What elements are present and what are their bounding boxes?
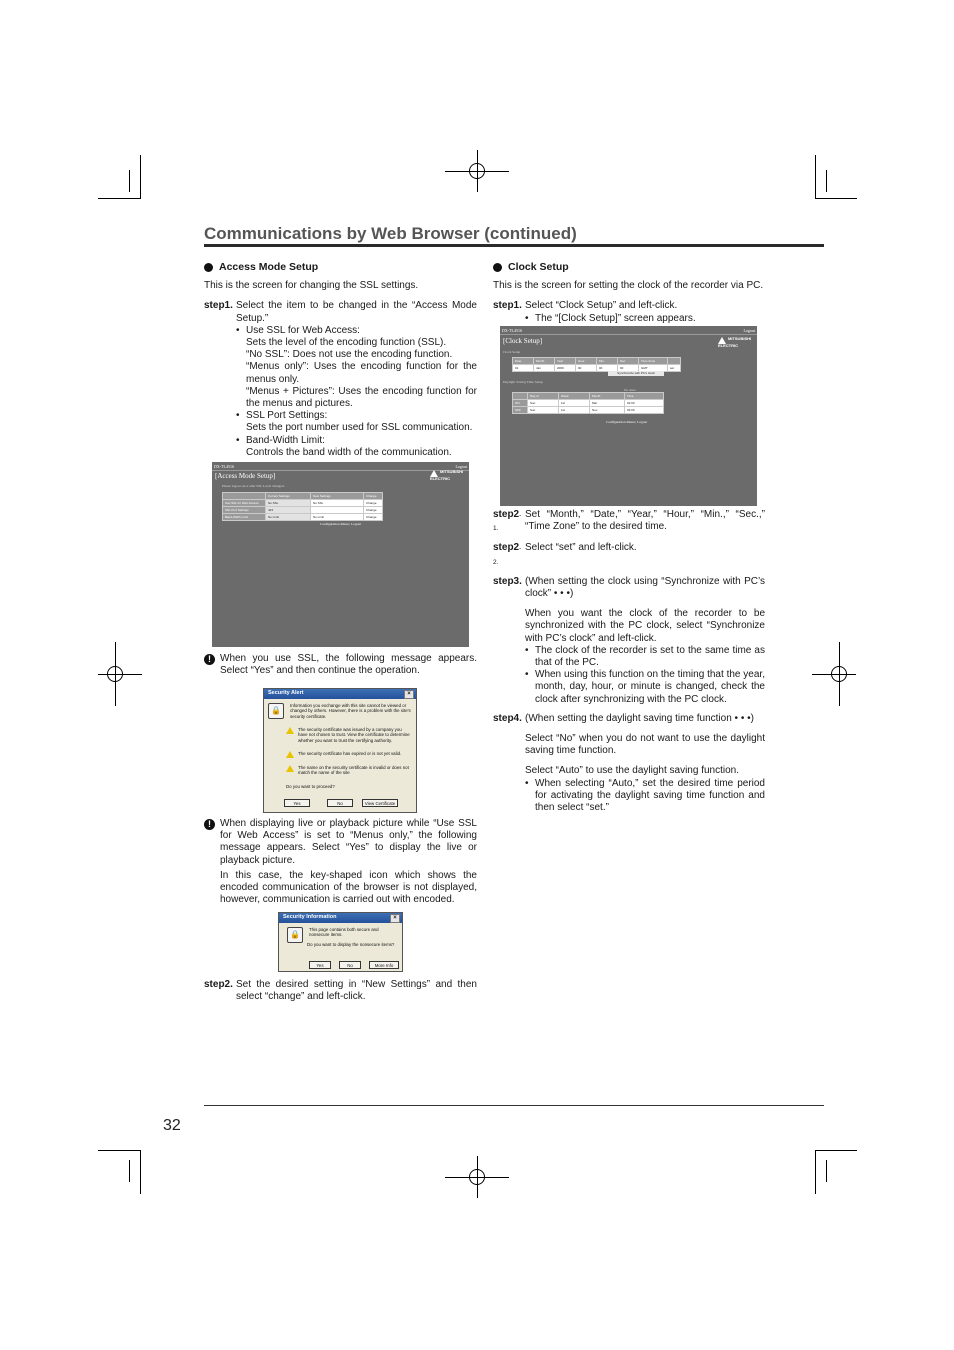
model-label: DX-TL4516 — [502, 328, 522, 333]
warning-icon: ! — [204, 819, 215, 830]
no-button[interactable]: No — [327, 799, 353, 807]
step-para: Select “No” when you do not want to use the daylight saving time function. — [525, 733, 765, 757]
year-select[interactable]: 2009 — [555, 365, 576, 372]
clock-step-1 — [493, 300, 765, 324]
step-para: Select “Auto” to use the daylight saving function. — [525, 765, 740, 777]
dst-month-select[interactable]: Nov — [590, 407, 625, 414]
list-item: • The “[Clock Setup]” screen appears. — [525, 313, 765, 325]
security-information-dialog: Security Information × 🔒 This page contains both secure and nonsecure items. Do you want to display the nonsecure items? Yes No More Info — [278, 912, 403, 972]
change-button[interactable]: Change — [364, 500, 383, 507]
clock-setup-screenshot — [500, 326, 757, 506]
table-row: OFF Sun 1st Nov 02:00 — [513, 407, 664, 414]
divider — [500, 334, 757, 335]
change-button[interactable]: Change — [364, 514, 383, 521]
step-text: Select “set” and left-click. — [525, 542, 637, 554]
dialog-titlebar: Security Information × — [279, 913, 402, 923]
table-row: ON Sun 1st Mar 02:00 — [513, 400, 664, 407]
clock-step-4 — [493, 713, 765, 814]
bandwidth-select[interactable]: No Limit — [311, 514, 364, 521]
access-step-1-list — [236, 325, 477, 459]
step-label: step3. — [493, 575, 522, 587]
security-alert-dialog: Security Alert × 🔒 Information you exchange with this site cannot be viewed or changed by others. However, there is a problem with the site's security certificate. The security certificate was issued by a company you have not chosen to trust. View the certificate to determine whether you want to trust the certifying authority. The security certificate has expired or is not yet valid. The name on the security certificate is invalid or does not match the name of the site Do you want to proceed? Yes No View Certificate — [263, 688, 417, 813]
mitsubishi-logo: MITSUBISHI ELECTRIC — [430, 469, 464, 481]
screen-title: [Access Mode Setup] — [215, 472, 276, 480]
logout-link[interactable]: Logout — [743, 328, 755, 333]
access-mode-screenshot — [212, 462, 469, 647]
access-mode-heading: Access Mode Setup — [204, 261, 477, 273]
list-item: • The clock of the recorder is set to the same time as that of the PC. — [525, 645, 765, 669]
dst-day-select[interactable]: Sun — [528, 407, 559, 414]
yes-button[interactable]: Yes — [284, 799, 310, 807]
dst-day-select[interactable]: Sun — [528, 400, 559, 407]
page-title: Communications by Web Browser (continued) — [204, 224, 577, 243]
step-label: step4. — [493, 712, 522, 724]
step-text: Set the desired setting in “New Settings” and then select “change” and left-click. — [236, 979, 477, 1003]
list-item: • SSL Port Settings: Sets the port number used for SSL communication. — [236, 410, 477, 434]
warning-icon — [286, 765, 294, 772]
warning-icon — [286, 751, 294, 758]
close-icon[interactable]: × — [404, 690, 414, 699]
step-para: When you want the clock of the recorder to be synchronized with the PC clock, select “Synchronize with PC’s clock” and left-click. — [525, 608, 765, 644]
header-rule — [204, 244, 824, 247]
step-label: step2. — [204, 979, 233, 990]
step-text: Select the item to be changed in the “Access Mode Setup.” — [236, 300, 477, 324]
clock-table — [512, 357, 681, 372]
list-item: • When selecting “Auto,” set the desired time period for activating the daylight saving time function and then select “set.” — [525, 778, 765, 815]
clock-steps — [493, 509, 765, 818]
date-select[interactable]: 01 — [513, 365, 534, 372]
page-number: 32 — [163, 1117, 181, 1134]
dst-week-select[interactable]: 1st — [559, 407, 590, 414]
sec-select[interactable]: 00 — [618, 365, 639, 372]
screen-subtitle: Please logout once after SSL Level changed. — [222, 484, 285, 488]
step-text: Set “Month,” “Date,” “Year,” “Hour,” “Min.,” “Sec.,” “Time Zone” to the desired time. — [525, 509, 765, 533]
timezone-select[interactable]: GMT — [639, 365, 668, 372]
dst-label: Daylight Saving Time Setup — [503, 380, 543, 384]
ssl-select[interactable]: No SSL — [311, 500, 364, 507]
clock-setup-intro: This is the screen for setting the clock of the recorder via PC. — [493, 280, 764, 292]
list-item: • Use SSL for Web Access: Sets the level of the encoding function (SSL). “No SSL”: Does not use the encoding function. “Menus only”: Uses the encoding function for the menus only. “Menus + Pictures”: Uses the encoding function for the menus and pictures. — [236, 325, 477, 410]
step-text: (When setting the daylight saving time function • • •) — [525, 712, 754, 724]
note-2: ! When displaying live or playback picture while “Use SSL for Web Access” is set to “Menus only,” the following message appears. Select “Yes” to display the live or playback picture. In this case, the key-shaped icon which shows the encoded communication of the browser is not displayed, however, communication is carried out with encoded. — [204, 812, 477, 906]
clock-step-2-2: step2-2. Select “set” and left-click. — [493, 542, 765, 568]
right-column — [493, 261, 765, 329]
screen-title: [Clock Setup] — [503, 337, 543, 345]
list-item: • When using this function on the timing that the year, month, day, hour, or minute is changed, check the clock after synchronizing with the PC clock. — [525, 669, 765, 706]
access-settings-table — [222, 492, 383, 521]
bullet-icon — [493, 263, 502, 272]
step-label: step1. — [493, 300, 522, 312]
dst-week-select[interactable]: 1st — [559, 400, 590, 407]
sync-button[interactable]: Synchronize with PC's clock — [608, 371, 664, 376]
yes-button[interactable]: Yes — [309, 961, 331, 969]
month-select[interactable]: Jan — [534, 365, 555, 372]
dst-month-select[interactable]: Mar — [590, 400, 625, 407]
step-text: Select “Clock Setup” and left-click. — [525, 300, 678, 312]
close-icon[interactable]: × — [390, 914, 400, 923]
bullet-icon — [204, 263, 213, 272]
dialog-titlebar: Security Alert × — [264, 689, 416, 699]
note-1: ! When you use SSL, the following message appears. Select “Yes” and then continue the operation. — [204, 647, 477, 677]
list-item: • Band-Width Limit: Controls the band width of the communication. — [236, 435, 477, 459]
clock-label: Clock Setup — [503, 350, 521, 354]
clock-step-2-1: step2-1. Set “Month,” “Date,” “Year,” “Hour,” “Min.,” “Sec.,” “Time Zone” to the desired time. — [493, 509, 765, 535]
step-text: (When setting the clock using “Synchronize with PC’s clock” • • •) — [525, 575, 765, 600]
port-input[interactable] — [311, 507, 364, 514]
access-mode-intro: This is the screen for changing the SSL settings. — [204, 280, 419, 292]
dst-mode-radio[interactable]: No Auto — [624, 388, 636, 392]
mitsubishi-logo: MITSUBISHI ELECTRIC — [718, 336, 752, 348]
table-row: SSL Port Settings 443 Change — [223, 507, 383, 514]
table-header-row: Current Settings New Settings Change — [223, 493, 383, 500]
access-step-2 — [204, 979, 477, 1007]
table-header-row: Date Month Year Hour Min. Sec. Time Zone — [513, 358, 681, 365]
table-header-row: Day of Week Month Time — [513, 393, 664, 400]
view-certificate-button[interactable]: View Certificate — [362, 799, 398, 807]
left-column — [204, 261, 477, 463]
config-menu-links[interactable]: Configuration Menu | Logout — [606, 420, 648, 424]
dst-time-select[interactable]: 02:00 — [625, 400, 664, 407]
no-button[interactable]: No — [339, 961, 361, 969]
clock-setup-heading: Clock Setup — [493, 261, 765, 273]
table-row: Use SSL for Web Access No SSL No SSL Change — [223, 500, 383, 507]
config-menu-links[interactable]: Configuration Menu | Logout — [320, 522, 362, 526]
table-row: Band-Width Limit No Limit No Limit Change — [223, 514, 383, 521]
step-label: step1. — [204, 300, 233, 312]
more-info-button[interactable]: More Info — [369, 961, 399, 969]
min-select[interactable]: 00 — [597, 365, 618, 372]
model-label: DX-TL4516 — [214, 464, 234, 469]
hour-select[interactable]: 00 — [576, 365, 597, 372]
footer-rule — [204, 1105, 824, 1106]
lock-icon: 🔒 — [268, 703, 284, 719]
clock-step-3 — [493, 576, 765, 706]
set-button[interactable]: set — [668, 365, 681, 372]
warning-icon: ! — [204, 654, 215, 665]
warning-icon — [286, 727, 294, 734]
lock-icon: 🔒 — [287, 927, 303, 943]
logout-link[interactable]: Logout — [455, 464, 467, 469]
change-button[interactable]: Change — [364, 507, 383, 514]
step-label: step2 — [493, 542, 520, 554]
dst-table — [512, 392, 664, 414]
step-label: step2 — [493, 509, 520, 520]
dst-time-select[interactable]: 02:00 — [625, 407, 664, 414]
access-step-1 — [204, 300, 477, 459]
